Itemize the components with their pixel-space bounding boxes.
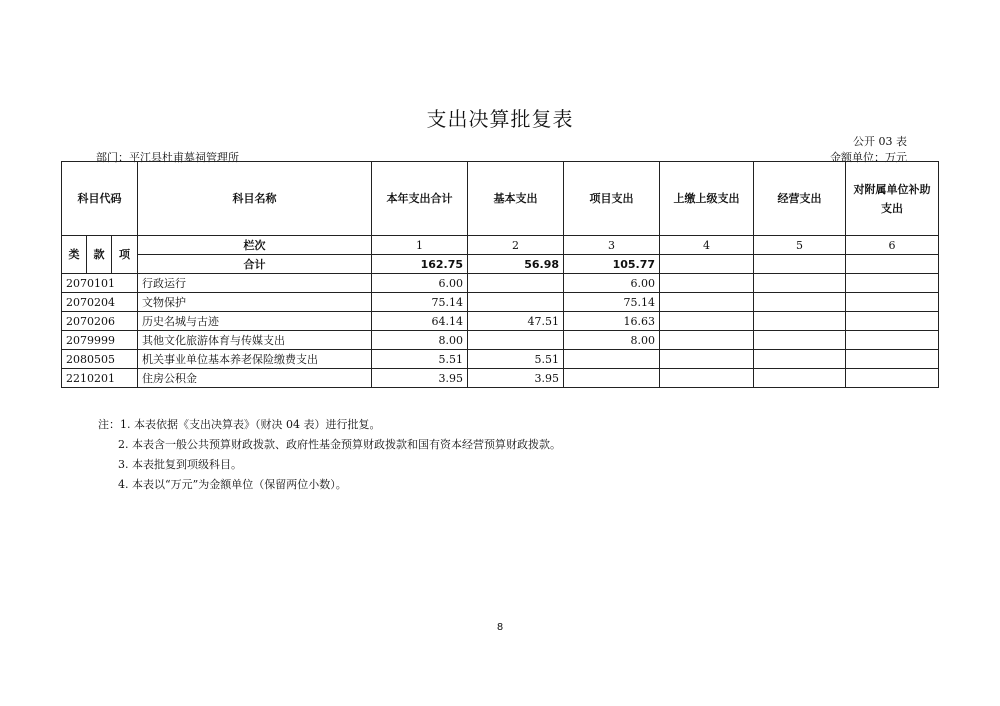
totals-label: 合计	[138, 255, 372, 274]
header-total: 本年支出合计	[372, 162, 468, 236]
row-code: 2070204	[62, 293, 138, 312]
row-upper	[660, 274, 754, 293]
row-basic	[468, 331, 564, 350]
row-subsidy	[846, 274, 939, 293]
row-upper	[660, 369, 754, 388]
header-subsidy: 对附属单位补助支出	[846, 162, 939, 236]
row-upper	[660, 293, 754, 312]
row-project: 75.14	[564, 293, 660, 312]
totals-upper	[660, 255, 754, 274]
table-row	[62, 274, 939, 293]
row-operating	[754, 293, 846, 312]
table-row	[62, 312, 939, 331]
row-operating	[754, 331, 846, 350]
column-index-label: 栏次	[138, 236, 372, 255]
row-total: 6.00	[372, 274, 468, 293]
sub-header-kuan: 款	[87, 236, 112, 274]
header-name: 科目名称	[138, 162, 372, 236]
row-project: 6.00	[564, 274, 660, 293]
header-basic: 基本支出	[468, 162, 564, 236]
row-operating	[754, 274, 846, 293]
table-row	[62, 293, 939, 312]
sub-header-lei: 类	[62, 236, 87, 274]
row-subsidy	[846, 369, 939, 388]
row-basic: 47.51	[468, 312, 564, 331]
row-total: 8.00	[372, 331, 468, 350]
column-index: 5	[754, 236, 846, 255]
notes	[98, 415, 561, 495]
column-index: 6	[846, 236, 939, 255]
row-total: 75.14	[372, 293, 468, 312]
row-upper	[660, 350, 754, 369]
header-code: 科目代码	[62, 162, 138, 236]
page-title: 支出决算批复表	[426, 107, 574, 131]
header-upper: 上缴上级支出	[660, 162, 754, 236]
note-line: 4. 本表以“万元”为金额单位（保留两位小数）。	[118, 478, 347, 491]
table-row	[62, 350, 939, 369]
header-row	[62, 162, 939, 236]
row-basic: 3.95	[468, 369, 564, 388]
totals-total: 162.75	[372, 255, 468, 274]
expenditure-table	[61, 161, 939, 388]
row-code: 2070206	[62, 312, 138, 331]
row-name: 住房公积金	[138, 369, 372, 388]
row-code: 2079999	[62, 331, 138, 350]
row-subsidy	[846, 293, 939, 312]
header-project: 项目支出	[564, 162, 660, 236]
table-row	[62, 331, 939, 350]
totals-basic: 56.98	[468, 255, 564, 274]
column-index: 1	[372, 236, 468, 255]
row-operating	[754, 369, 846, 388]
form-number: 公开 03 表	[853, 135, 907, 148]
page-number: 8	[496, 622, 504, 633]
column-index: 3	[564, 236, 660, 255]
totals-project: 105.77	[564, 255, 660, 274]
row-code: 2070101	[62, 274, 138, 293]
totals-subsidy	[846, 255, 939, 274]
row-operating	[754, 312, 846, 331]
amount-unit-label: 金额单位：万元	[830, 151, 907, 164]
note-line: 2. 本表含一般公共预算财政拨款、政府性基金预算财政拨款和国有资本经营预算财政拨款。	[118, 438, 561, 451]
note-line: 3. 本表批复到项级科目。	[118, 458, 242, 471]
column-index-row	[62, 236, 939, 255]
row-upper	[660, 312, 754, 331]
row-total: 3.95	[372, 369, 468, 388]
column-index: 4	[660, 236, 754, 255]
row-name: 机关事业单位基本养老保险缴费支出	[138, 350, 372, 369]
row-subsidy	[846, 331, 939, 350]
department-label: 部门：平江县杜甫墓祠管理所	[96, 151, 239, 164]
row-basic: 5.51	[468, 350, 564, 369]
row-basic	[468, 274, 564, 293]
row-project: 8.00	[564, 331, 660, 350]
row-name: 行政运行	[138, 274, 372, 293]
row-code: 2080505	[62, 350, 138, 369]
totals-row	[62, 255, 939, 274]
row-total: 64.14	[372, 312, 468, 331]
row-basic	[468, 293, 564, 312]
note-line: 注：1. 本表依据《支出决算表》（财决 04 表）进行批复。	[98, 418, 381, 431]
row-upper	[660, 331, 754, 350]
row-name: 文物保护	[138, 293, 372, 312]
row-name: 其他文化旅游体育与传媒支出	[138, 331, 372, 350]
header-operating: 经营支出	[754, 162, 846, 236]
row-code: 2210201	[62, 369, 138, 388]
row-operating	[754, 350, 846, 369]
row-project: 16.63	[564, 312, 660, 331]
row-name: 历史名城与古迹	[138, 312, 372, 331]
row-subsidy	[846, 350, 939, 369]
table-row	[62, 369, 939, 388]
column-index: 2	[468, 236, 564, 255]
sub-header-xiang: 项	[112, 236, 138, 274]
row-project	[564, 350, 660, 369]
row-project	[564, 369, 660, 388]
totals-operating	[754, 255, 846, 274]
row-total: 5.51	[372, 350, 468, 369]
row-subsidy	[846, 312, 939, 331]
